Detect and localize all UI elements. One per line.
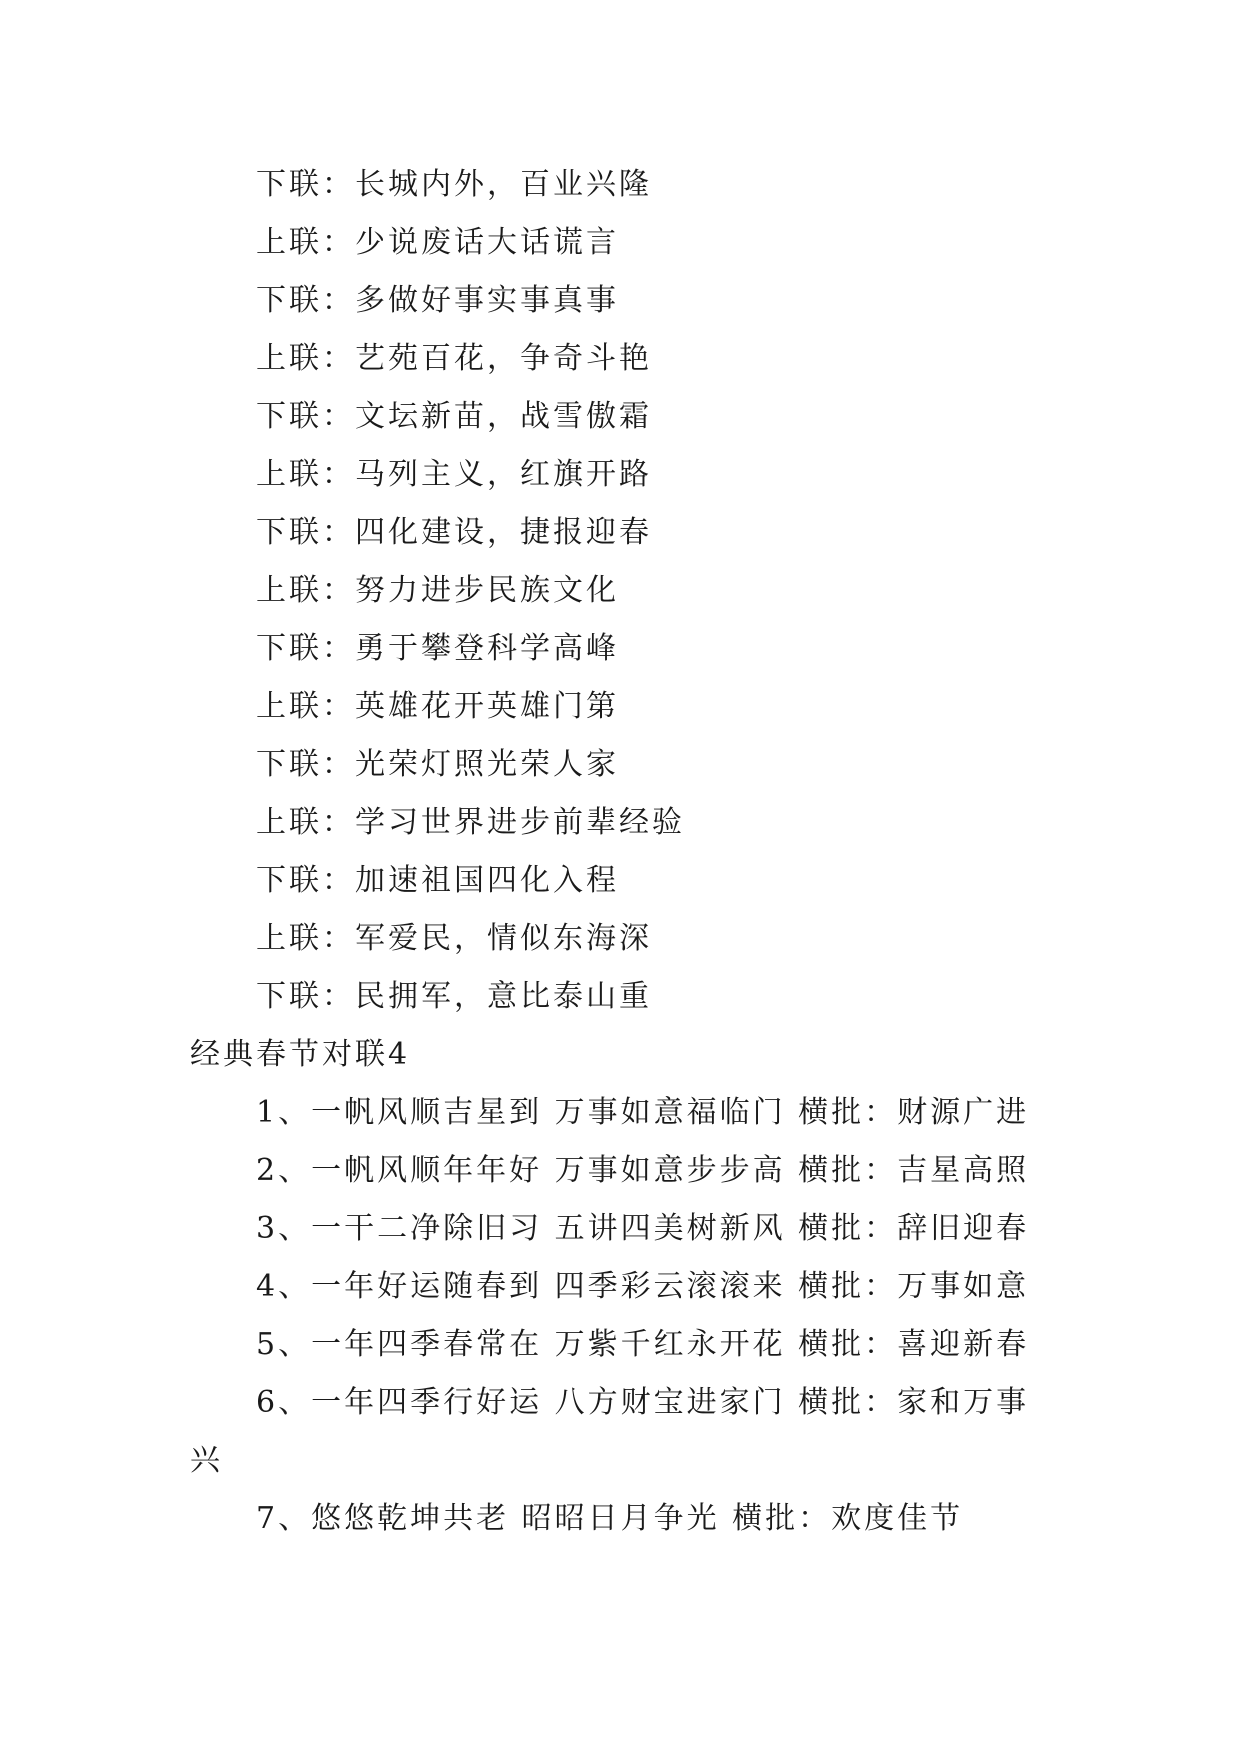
couplet-line: 下联：多做好事实事真事 <box>256 283 619 318</box>
numbered-item: 5、一年四季春常在 万紫千红永开花 横批：喜迎新春 <box>256 1327 1030 1362</box>
couplet-line: 下联：勇于攀登科学高峰 <box>256 631 619 666</box>
couplet-line: 上联：学习世界进步前辈经验 <box>256 805 685 840</box>
couplet-line: 上联：英雄花开英雄门第 <box>256 689 619 724</box>
couplet-line: 下联：光荣灯照光荣人家 <box>256 747 619 782</box>
document-body <box>190 156 1050 1548</box>
couplet-line: 下联：民拥军，意比泰山重 <box>256 979 652 1014</box>
numbered-item: 3、一干二净除旧习 五讲四美树新风 横批：辞旧迎春 <box>256 1211 1030 1246</box>
numbered-item: 7、悠悠乾坤共老 昭昭日月争光 横批：欢度佳节 <box>256 1501 964 1536</box>
section-heading: 经典春节对联4 <box>190 1037 411 1072</box>
couplet-line: 上联：马列主义，红旗开路 <box>256 457 652 492</box>
numbered-item: 4、一年好运随春到 四季彩云滚滚来 横批：万事如意 <box>256 1269 1030 1304</box>
couplet-line: 下联：四化建设，捷报迎春 <box>256 515 652 550</box>
couplet-line: 上联：少说废话大话谎言 <box>256 225 619 260</box>
numbered-item: 6、一年四季行好运 八方财宝进家门 横批：家和万事兴 <box>190 1385 1030 1478</box>
couplet-line: 下联：文坛新苗，战雪傲霜 <box>256 399 652 434</box>
couplet-line: 下联：加速祖国四化入程 <box>256 863 619 898</box>
couplet-line: 上联：军爱民，情似东海深 <box>256 921 652 956</box>
couplet-line: 下联：长城内外，百业兴隆 <box>256 167 652 202</box>
couplet-line: 上联：艺苑百花，争奇斗艳 <box>256 341 652 376</box>
numbered-item: 1、一帆风顺吉星到 万事如意福临门 横批：财源广进 <box>256 1095 1030 1130</box>
couplet-line: 上联：努力进步民族文化 <box>256 573 619 608</box>
numbered-item: 2、一帆风顺年年好 万事如意步步高 横批：吉星高照 <box>256 1153 1030 1188</box>
